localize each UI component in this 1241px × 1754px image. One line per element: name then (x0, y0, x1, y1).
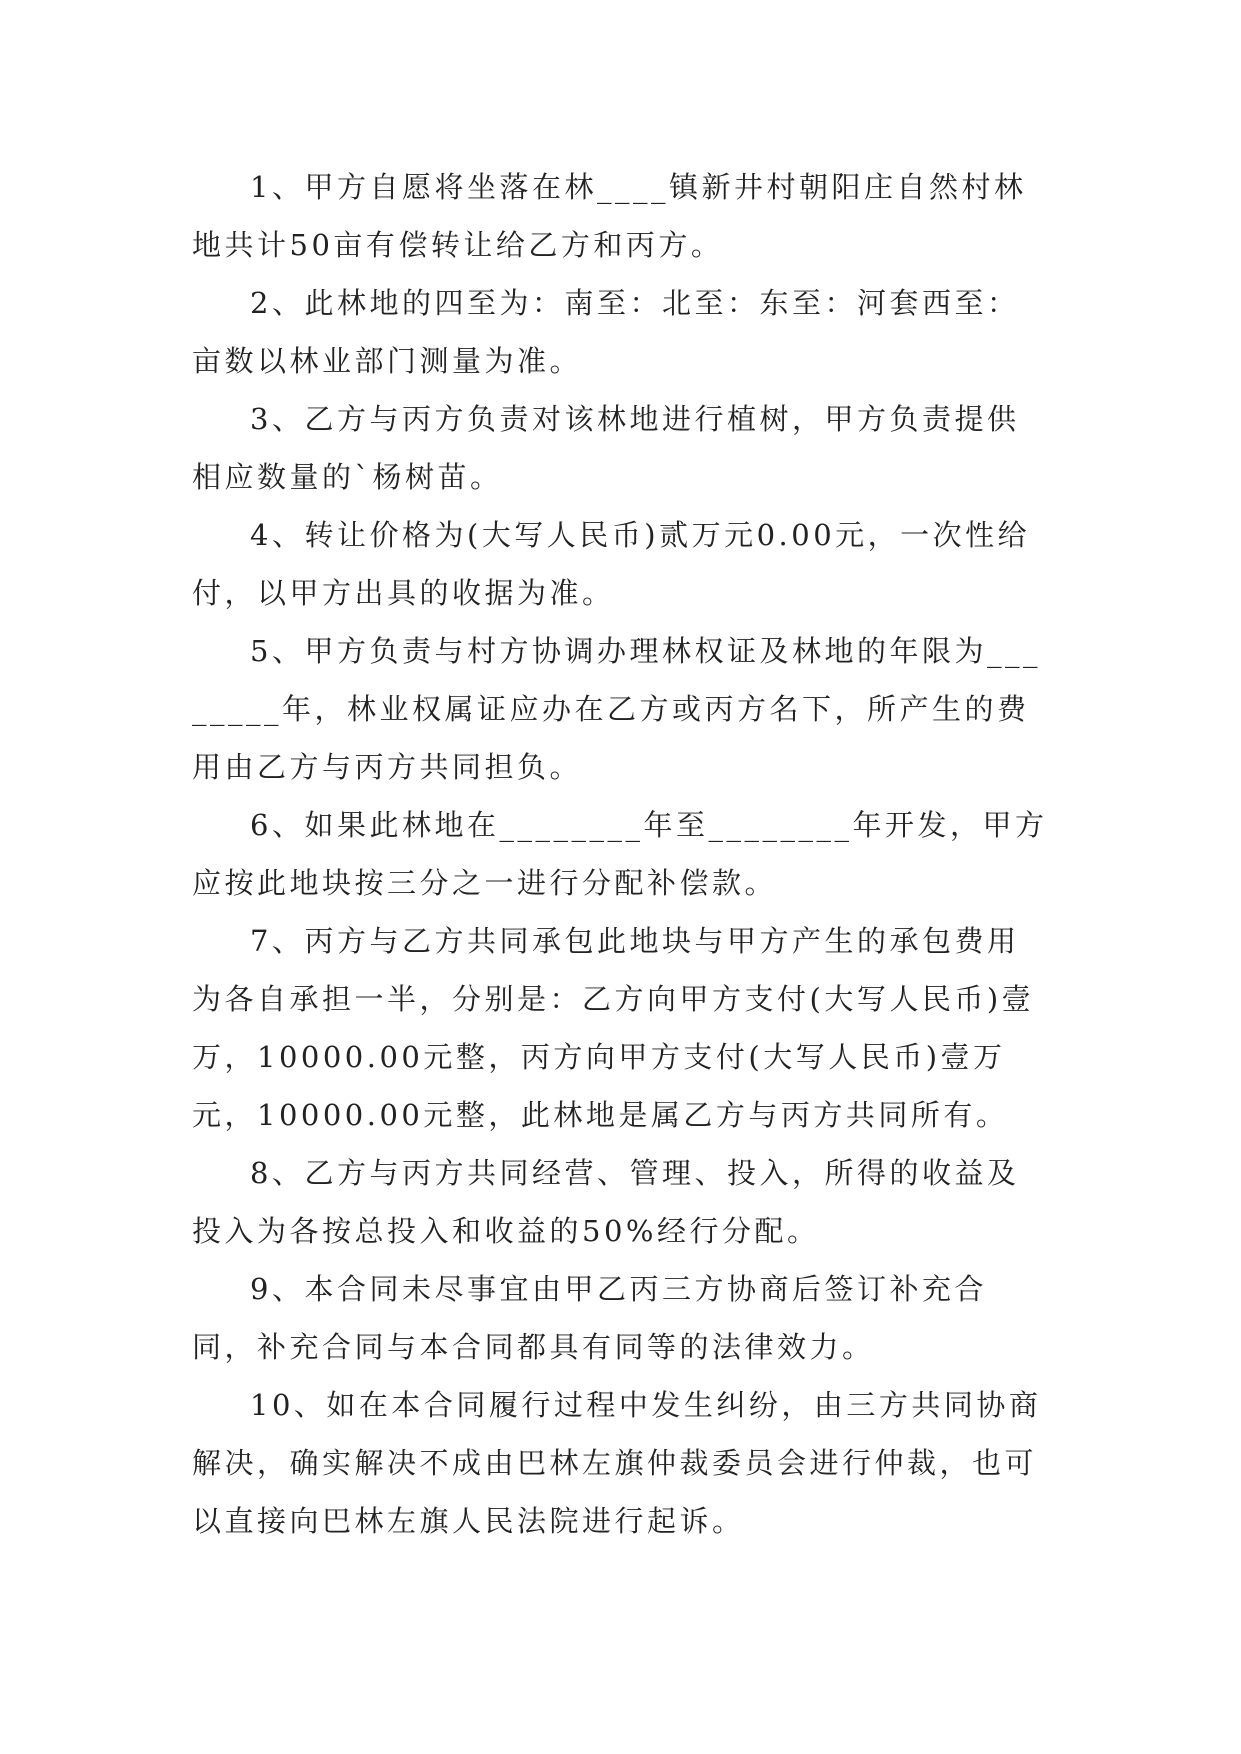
clause-10: 10、如在本合同履行过程中发生纠纷，由三方共同协商解决，确实解决不成由巴林左旗仲裁委员会进行仲裁，也可以直接向巴林左旗人民法院进行起诉。 (192, 1388, 1042, 1538)
contract-clauses (192, 158, 1050, 1550)
clause-1: 1、甲方自愿将坐落在林____镇新井村朝阳庄自然村林地共计50亩有偿转让给乙方和丙方。 (192, 170, 1027, 262)
clause-3: 3、乙方与丙方负责对该林地进行植树，甲方负责提供相应数量的`杨树苗。 (192, 402, 1020, 494)
clause-8: 8、乙方与丙方共同经营、管理、投入，所得的收益及投入为各按总投入和收益的50%经行分配。 (192, 1156, 1020, 1248)
clause-7: 7、丙方与乙方共同承包此地块与甲方产生的承包费用为各自承担一半，分别是：乙方向甲方支付(大写人民币)壹万，10000.00元整，丙方向甲方支付(大写人民币)壹万元，10000.00元整，此林地是属乙方与丙方共同所有。 (192, 924, 1035, 1132)
clause-4: 4、转让价格为(大写人民币)贰万元0.00元，一次性给付，以甲方出具的收据为准。 (192, 518, 1031, 610)
clause-5: 5、甲方负责与村方协调办理林权证及林地的年限为________年，林业权属证应办在乙方或丙方名下，所产生的费用由乙方与丙方共同担负。 (192, 634, 1041, 784)
clause-6: 6、如果此林地在________年至________年开发，甲方应按此地块按三分之一进行分配补偿款。 (192, 808, 1048, 900)
clause-2: 2、此林地的四至为：南至：北至：东至：河套西至：亩数以林业部门测量为准。 (192, 286, 1020, 378)
clause-9: 9、本合同未尽事宜由甲乙丙三方协商后签订补充合同，补充合同与本合同都具有同等的法律效力。 (192, 1272, 987, 1364)
